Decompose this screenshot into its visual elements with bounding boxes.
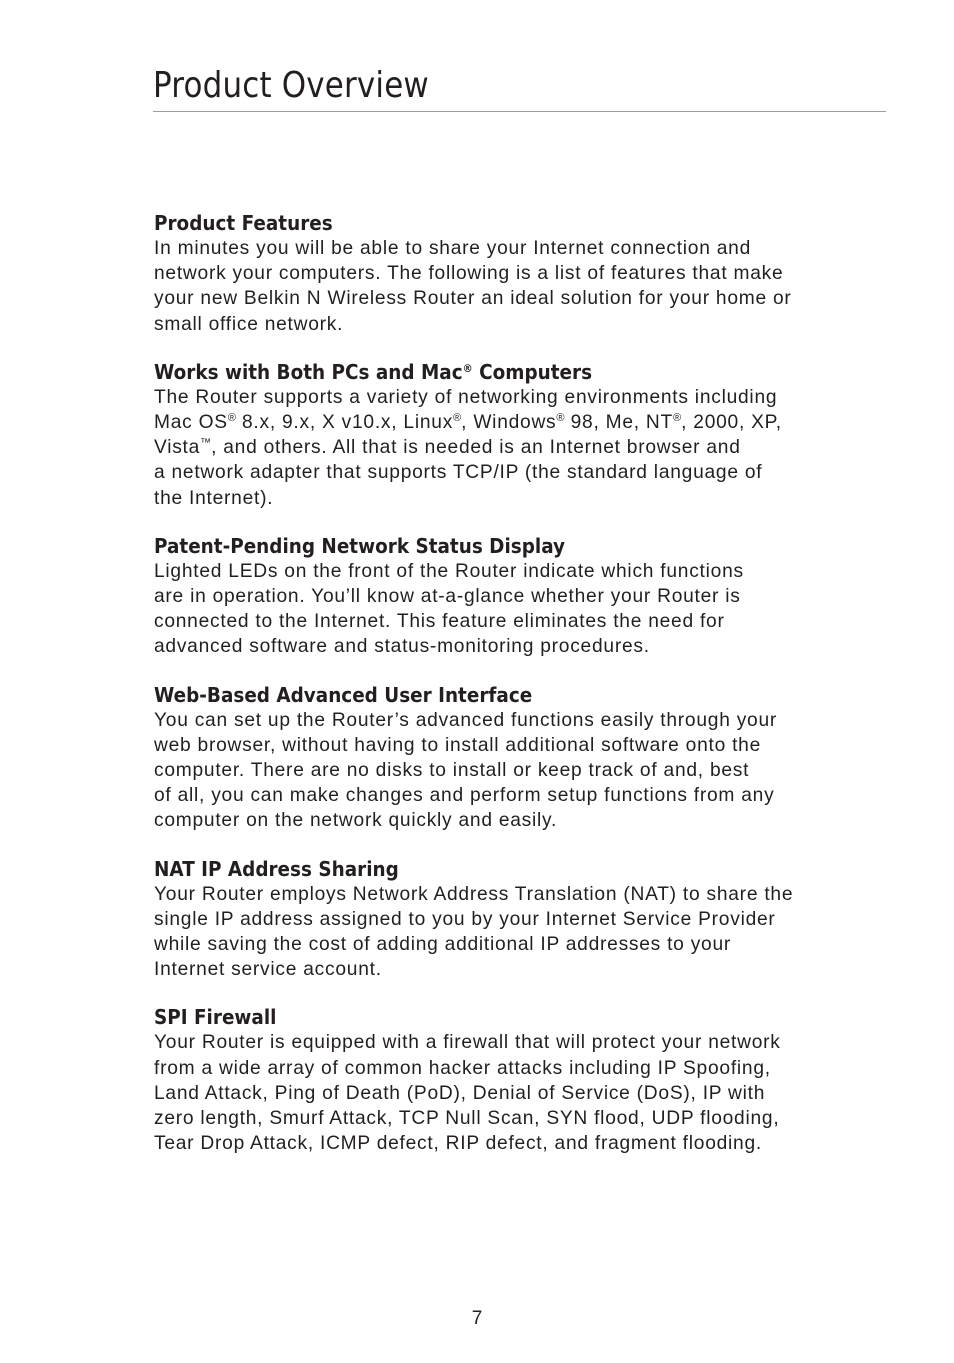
body-line: computer on the network quickly and easily.	[154, 810, 558, 832]
text-run: , 2000, XP,	[681, 412, 782, 434]
registered-mark: ®	[227, 412, 236, 425]
section-body	[154, 1030, 854, 1156]
section-works-with-pcs-and-mac	[154, 359, 854, 511]
body-line: from a wide array of common hacker attacks including IP Spoofing,	[154, 1057, 771, 1079]
text-run: 98, Me, NT	[564, 412, 673, 434]
body-line: while saving the cost of adding additional IP addresses to your	[154, 934, 732, 956]
body-line: single IP address assigned to you by your Internet Service Provider	[154, 908, 776, 930]
section-heading: Patent-Pending Network Status Display	[154, 533, 566, 558]
section-network-status-display	[154, 533, 854, 660]
section-heading: Web-Based Advanced User Interface	[154, 682, 533, 707]
page-title: Product Overview	[153, 65, 429, 106]
registered-mark: ®	[462, 361, 473, 375]
section-product-features	[154, 210, 854, 337]
page-number: 7	[471, 1308, 483, 1329]
section-heading: Product Features	[154, 211, 333, 235]
body-line	[154, 410, 854, 435]
section-nat-ip-sharing	[154, 856, 854, 983]
body-line: Internet service account.	[154, 959, 382, 981]
body-line: the Internet).	[154, 487, 274, 509]
body-line: web browser, without having to install additional software onto the	[154, 734, 762, 756]
title-divider	[153, 111, 886, 112]
section-spi-firewall	[154, 1004, 854, 1156]
registered-mark: ®	[556, 412, 565, 425]
text-run: 8.x, 9.x, X v10.x, Linux	[235, 412, 454, 434]
body-line: Tear Drop Attack, ICMP defect, RIP defect, and fragment flooding.	[154, 1133, 762, 1155]
body-line: Your Router employs Network Address Translation (NAT) to share the	[154, 883, 794, 905]
body-line: of all, you can make changes and perform setup functions from any	[154, 785, 775, 807]
body-line: Land Attack, Ping of Death (PoD), Denial of Service (DoS), IP with	[154, 1082, 766, 1104]
section-heading: SPI Firewall	[154, 1005, 277, 1030]
section-heading: NAT IP Address Sharing	[154, 856, 399, 881]
body-line: small office network.	[154, 313, 344, 335]
registered-mark: ®	[453, 412, 462, 425]
body-line: advanced software and status-monitoring procedures.	[154, 636, 650, 658]
body-line: your new Belkin N Wireless Router an ideal solution for your home or	[154, 288, 792, 310]
section-body	[154, 559, 854, 660]
body-line: computer. There are no disks to install or keep track of and, best	[154, 760, 750, 782]
body-line: zero length, Smurf Attack, TCP Null Scan, SYN flood, UDP flooding,	[154, 1108, 780, 1130]
heading-text: Works with Both PCs and Mac	[154, 359, 463, 384]
body-line: connected to the Internet. This feature eliminates the need for	[154, 611, 725, 633]
body-line: Lighted LEDs on the front of the Router indicate which functions	[154, 560, 744, 582]
body-line: network your computers. The following is a list of features that make	[154, 263, 784, 285]
registered-mark: ®	[673, 412, 682, 425]
body-line	[154, 435, 854, 460]
text-run: Vista	[154, 437, 201, 459]
section-body	[154, 385, 854, 511]
section-body	[154, 708, 854, 834]
text-run: Mac OS	[154, 412, 228, 434]
section-body	[154, 882, 854, 983]
body-line: a network adapter that supports TCP/IP (the standard language of	[154, 462, 763, 484]
text-run: , Windows	[461, 412, 557, 434]
body-line: The Router supports a variety of networking environments including	[154, 386, 778, 408]
body-line: You can set up the Router’s advanced functions easily through your	[154, 709, 778, 731]
body-line: Your Router is equipped with a firewall that will protect your network	[154, 1032, 781, 1054]
text-run: , and others. All that is needed is an Internet browser and	[211, 437, 741, 459]
body-line: are in operation. You’ll know at-a-glance whether your Router is	[154, 586, 741, 608]
body-line: In minutes you will be able to share your Internet connection and	[154, 238, 751, 259]
trademark-mark: ™	[200, 437, 212, 450]
section-body	[154, 236, 854, 337]
heading-text: Computers	[472, 359, 593, 384]
section-web-based-interface	[154, 682, 854, 834]
document-body	[154, 210, 854, 1178]
section-heading	[154, 359, 798, 385]
